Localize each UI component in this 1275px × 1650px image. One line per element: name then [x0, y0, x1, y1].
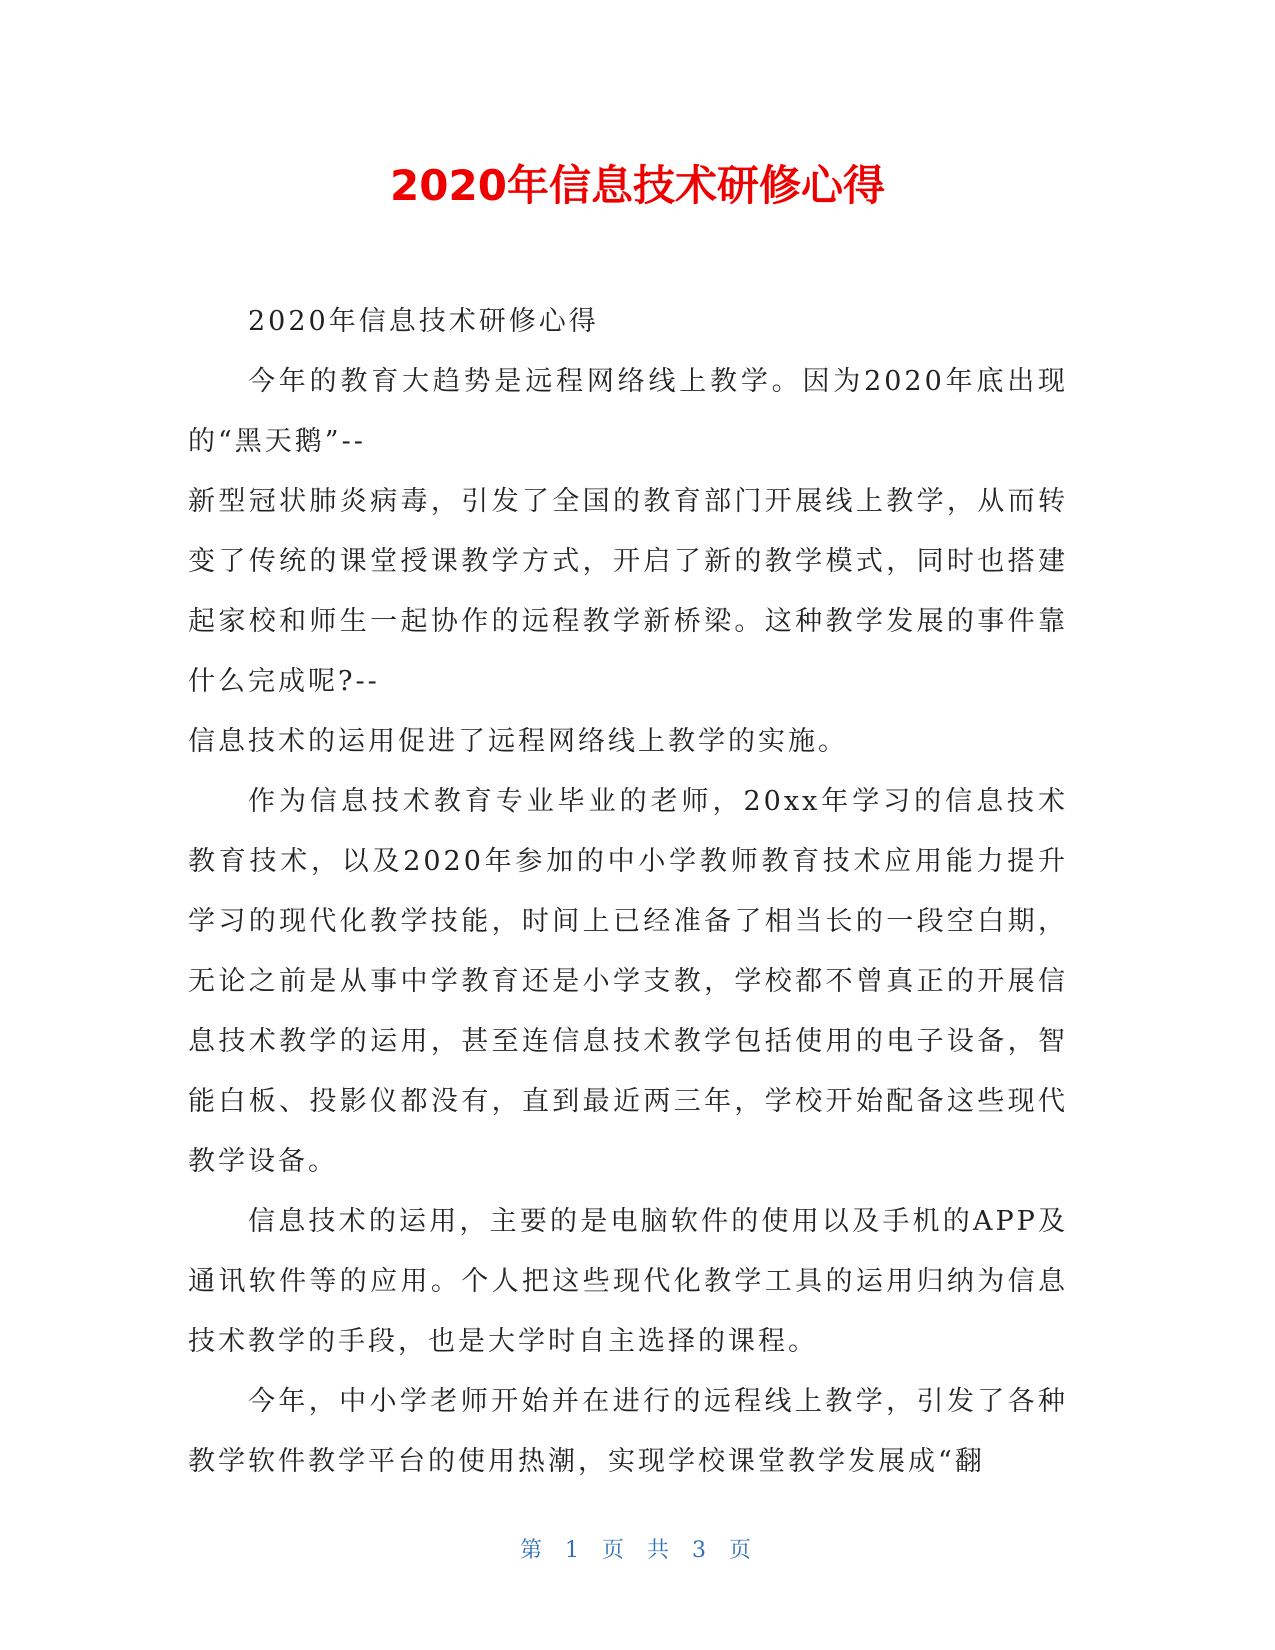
paragraph: 今年的教育大趋势是远程网络线上教学。因为2020年底出现的“黑天鹅”--	[188, 366, 1068, 457]
paragraph: 作为信息技术教育专业毕业的老师，20xx年学习的信息技术教育技术，以及2020年参加的中小学教师教育技术应用能力提升学习的现代化教学技能，时间上已经准备了相当长的一段空白期，无论之前是从事中学教育还是小学支教，学校都不曾真正的开展信息技术教学的运用，甚至连信息技术教学包括使用的电子设备，智能白板、投影仪都没有，直到最近两三年，学校开始配备这些现代教学设备。	[188, 786, 1068, 1177]
page-number-footer: 第 1 页 共 3 页	[520, 1538, 755, 1563]
paragraph: 信息技术的运用，主要的是电脑软件的使用以及手机的APP及通讯软件等的应用。个人把这些现代化教学工具的运用归纳为信息技术教学的手段，也是大学时自主选择的课程。	[188, 1206, 1068, 1357]
paragraph: 新型冠状肺炎病毒，引发了全国的教育部门开展线上教学，从而转变了传统的课堂授课教学方式，开启了新的教学模式，同时也搭建起家校和师生一起协作的远程教学新桥梁。这种教学发展的事件靠什么完成呢?--	[188, 486, 1068, 697]
document-body	[188, 292, 1068, 1492]
paragraph: 今年，中小学老师开始并在进行的远程线上教学，引发了各种教学软件教学平台的使用热潮，实现学校课堂教学发展成“翻	[188, 1386, 1068, 1477]
paragraph-subtitle: 2020年信息技术研修心得	[248, 306, 599, 337]
page-title: 2020年信息技术研修心得	[390, 161, 885, 210]
paragraph: 信息技术的运用促进了远程网络线上教学的实施。	[188, 726, 848, 757]
